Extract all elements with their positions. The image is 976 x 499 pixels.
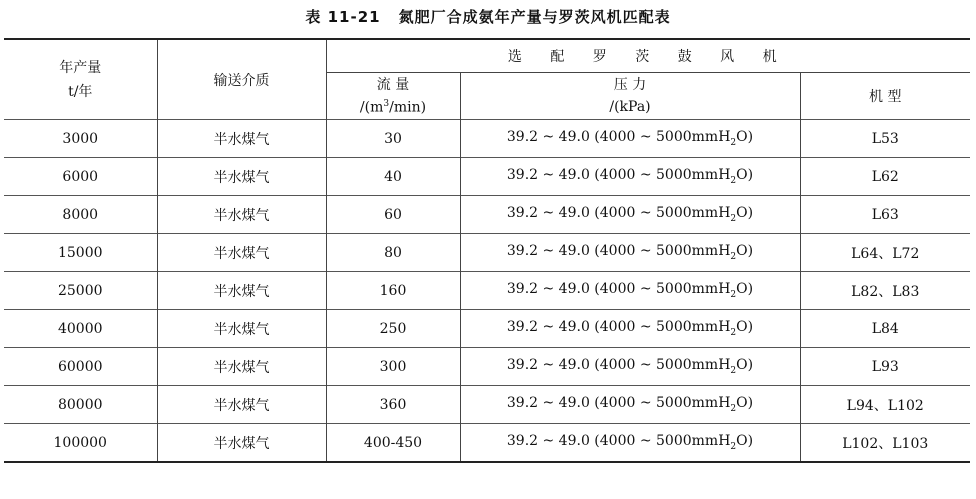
pressure-cell: 39.2 ~ 49.0 (4000 ~ 5000mmH$_2$O)	[460, 348, 800, 386]
output-cell: 6000	[4, 158, 157, 196]
header-pressure-unit: /(kPa)	[460, 95, 800, 120]
model-cell: L82、L83	[800, 272, 970, 310]
medium-cell: 半水煤气	[157, 158, 326, 196]
table-row	[4, 234, 970, 272]
pressure-cell: 39.2 ~ 49.0 (4000 ~ 5000mmH$_2$O)	[460, 120, 800, 158]
flow-cell: 400-450	[326, 424, 460, 463]
model-cell: L62	[800, 158, 970, 196]
model-cell: L93	[800, 348, 970, 386]
flow-cell: 250	[326, 310, 460, 348]
output-cell: 8000	[4, 196, 157, 234]
medium-cell: 半水煤气	[157, 234, 326, 272]
header-output-unit: t/年	[68, 83, 93, 100]
header-model: 机 型	[800, 73, 970, 120]
medium-cell: 半水煤气	[157, 272, 326, 310]
header-flow: 流 量	[326, 73, 460, 96]
fan-matching-table	[4, 38, 970, 463]
output-cell: 40000	[4, 310, 157, 348]
table-row	[4, 310, 970, 348]
output-cell: 3000	[4, 120, 157, 158]
flow-cell: 160	[326, 272, 460, 310]
table-title	[0, 6, 976, 27]
table-caption: 氮肥厂合成氨年产量与罗茨风机匹配表	[398, 8, 671, 26]
pressure-cell: 39.2 ~ 49.0 (4000 ~ 5000mmH$_2$O)	[460, 234, 800, 272]
model-cell: L102、L103	[800, 424, 970, 463]
model-cell: L64、L72	[800, 234, 970, 272]
table-row	[4, 424, 970, 463]
flow-cell: 360	[326, 386, 460, 424]
medium-cell: 半水煤气	[157, 348, 326, 386]
output-cell: 25000	[4, 272, 157, 310]
table-row	[4, 158, 970, 196]
output-cell: 80000	[4, 386, 157, 424]
pressure-cell: 39.2 ~ 49.0 (4000 ~ 5000mmH$_2$O)	[460, 158, 800, 196]
table-row	[4, 196, 970, 234]
flow-cell: 80	[326, 234, 460, 272]
header-output	[4, 39, 157, 120]
model-cell: L63	[800, 196, 970, 234]
header-pressure: 压 力	[460, 73, 800, 96]
table-row	[4, 120, 970, 158]
flow-cell: 300	[326, 348, 460, 386]
table-row	[4, 386, 970, 424]
medium-cell: 半水煤气	[157, 386, 326, 424]
pressure-cell: 39.2 ~ 49.0 (4000 ~ 5000mmH$_2$O)	[460, 196, 800, 234]
header-group-label: 选 配 罗 茨 鼓 风 机	[326, 39, 970, 73]
medium-cell: 半水煤气	[157, 196, 326, 234]
medium-cell: 半水煤气	[157, 310, 326, 348]
table-row	[4, 272, 970, 310]
output-cell: 100000	[4, 424, 157, 463]
medium-cell: 半水煤气	[157, 120, 326, 158]
medium-cell: 半水煤气	[157, 424, 326, 463]
model-cell: L84	[800, 310, 970, 348]
pressure-cell: 39.2 ~ 49.0 (4000 ~ 5000mmH$_2$O)	[460, 424, 800, 463]
header-output-label: 年产量	[59, 59, 102, 76]
flow-cell: 60	[326, 196, 460, 234]
pressure-cell: 39.2 ~ 49.0 (4000 ~ 5000mmH$_2$O)	[460, 310, 800, 348]
output-cell: 15000	[4, 234, 157, 272]
model-cell: L94、L102	[800, 386, 970, 424]
flow-cell: 40	[326, 158, 460, 196]
header-medium: 输送介质	[157, 39, 326, 120]
output-cell: 60000	[4, 348, 157, 386]
pressure-cell: 39.2 ~ 49.0 (4000 ~ 5000mmH$_2$O)	[460, 272, 800, 310]
header-flow-unit: $/(m^3/\min)$	[326, 95, 460, 120]
model-cell: L53	[800, 120, 970, 158]
table-row	[4, 348, 970, 386]
pressure-cell: 39.2 ~ 49.0 (4000 ~ 5000mmH$_2$O)	[460, 386, 800, 424]
flow-cell: 30	[326, 120, 460, 158]
table-number: 表 11-21	[305, 8, 381, 26]
